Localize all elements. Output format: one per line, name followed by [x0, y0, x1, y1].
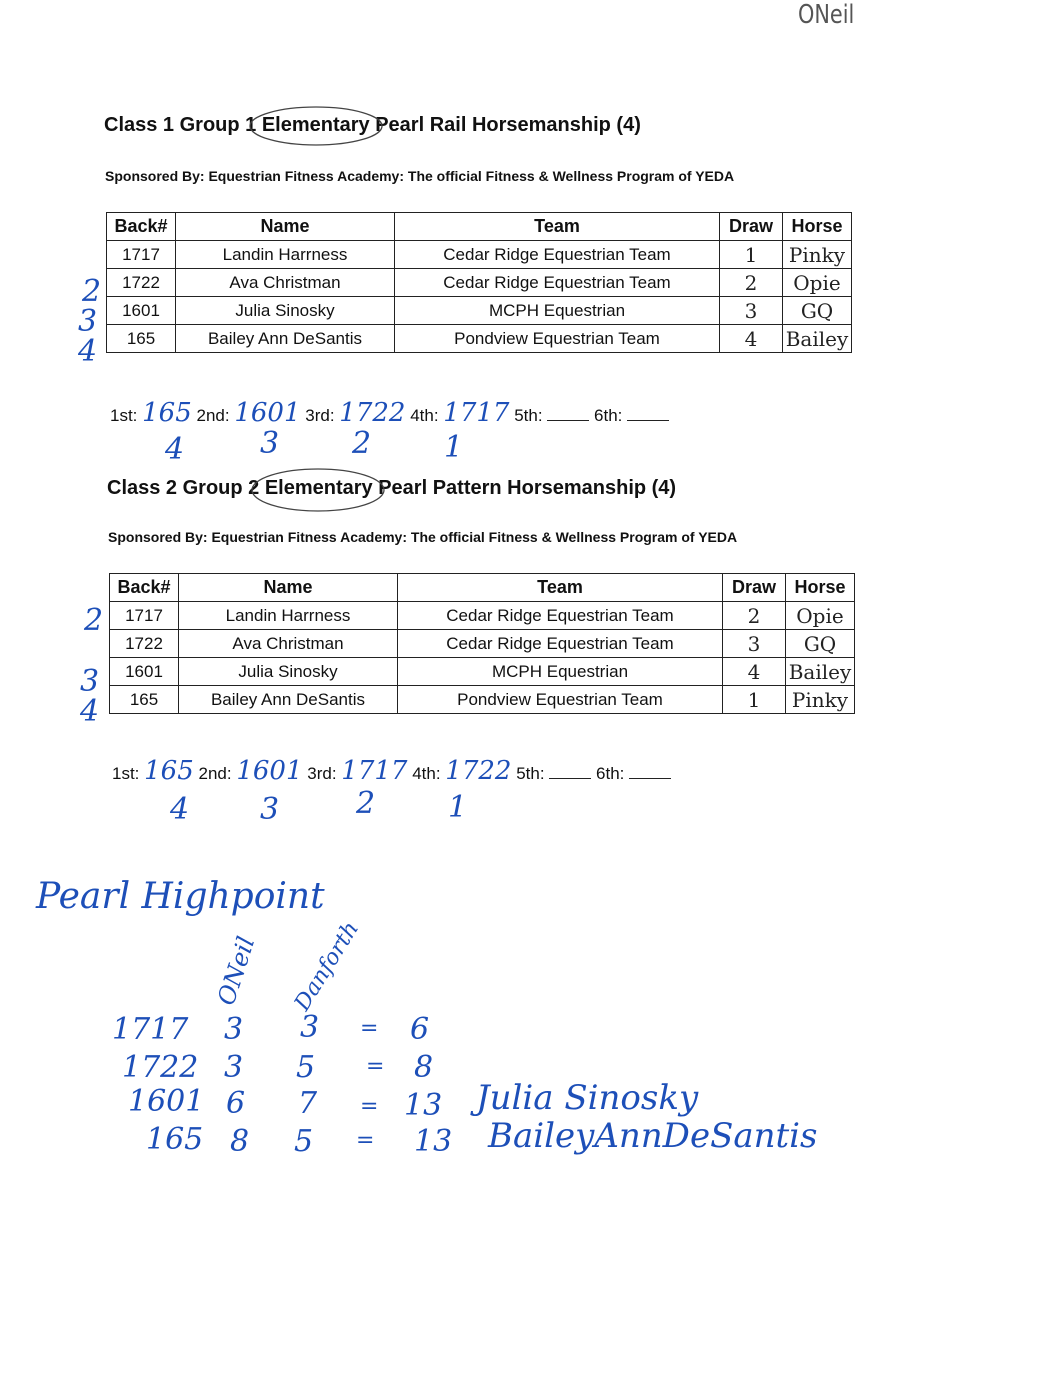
- placing-label: 2nd:: [198, 764, 232, 783]
- margin-mark: 3: [78, 304, 98, 339]
- table-row: [110, 602, 855, 630]
- placing-label: 6th:: [596, 764, 625, 783]
- margin-mark: 4: [80, 694, 100, 729]
- rider-name: Bailey Ann DeSantis: [179, 686, 398, 714]
- col-header-horse: Horse: [783, 213, 852, 241]
- highpoint-score: 8: [230, 1124, 250, 1159]
- back-number: 1722: [110, 630, 179, 658]
- rider-name: Julia Sinosky: [179, 658, 398, 686]
- back-number: 1717: [107, 241, 176, 269]
- table-header-row: [110, 574, 855, 602]
- table-row: [107, 241, 852, 269]
- draw-number: 2: [723, 602, 786, 630]
- horse-name: Opie: [786, 602, 855, 630]
- margin-mark: 2: [84, 603, 104, 638]
- col-header-horse: Horse: [786, 574, 855, 602]
- col-header-draw: Draw: [723, 574, 786, 602]
- placing-value: 165: [142, 398, 192, 428]
- circle-mark-class2: [248, 465, 388, 515]
- back-number: 165: [107, 325, 176, 353]
- blank-line: [547, 403, 589, 421]
- placing-value: 1722: [339, 398, 406, 428]
- back-number: 1601: [107, 297, 176, 325]
- table-row: [107, 325, 852, 353]
- highpoint-back: 1601: [128, 1084, 205, 1119]
- points-mark: 1: [448, 790, 468, 825]
- table-header-row: [107, 213, 852, 241]
- highpoint-score: 5: [294, 1124, 314, 1159]
- highpoint-total: 13: [414, 1124, 453, 1159]
- highpoint-total: 8: [414, 1050, 434, 1085]
- highpoint-winner-name: Julia Sinosky: [476, 1078, 699, 1118]
- team-name: MCPH Equestrian: [395, 297, 720, 325]
- highpoint-total: 13: [404, 1088, 443, 1123]
- team-name: Pondview Equestrian Team: [395, 325, 720, 353]
- placing-label: 4th:: [412, 764, 441, 783]
- points-mark: 4: [165, 432, 185, 467]
- col-header-back: Back#: [110, 574, 179, 602]
- horse-name: Opie: [783, 269, 852, 297]
- class1-sponsor: Sponsored By: Equestrian Fitness Academy: The official Fitness & Wellness Program of YEDA: [105, 168, 735, 184]
- highpoint-score: 3: [224, 1012, 244, 1047]
- placing-label: 2nd:: [196, 406, 230, 425]
- horse-name: GQ: [786, 630, 855, 658]
- equals-sign: =: [360, 1094, 379, 1119]
- highpoint-score: 7: [298, 1086, 318, 1121]
- placing-label: 5th:: [516, 764, 545, 783]
- blank-line: [627, 403, 669, 421]
- margin-mark: 4: [78, 334, 98, 369]
- highpoint-back: 1722: [122, 1050, 199, 1085]
- margin-mark: 2: [82, 274, 102, 309]
- highpoint-total: 6: [410, 1012, 430, 1047]
- class2-title: Class 2 Group 2 Elementary Pearl Pattern Horsemanship (4): [107, 477, 677, 499]
- judge-column-label: Danforth: [290, 917, 365, 1016]
- rider-name: Ava Christman: [176, 269, 395, 297]
- placing-value: 1722: [445, 756, 512, 786]
- table-row: [110, 686, 855, 714]
- table-row: [107, 269, 852, 297]
- equals-sign: =: [360, 1016, 379, 1041]
- class1-title: Class 1 Group 1 Elementary Pearl Rail Horsemanship (4): [104, 114, 641, 136]
- highpoint-score: 3: [224, 1050, 244, 1085]
- judge-column-label: ONeil: [212, 933, 261, 1009]
- back-number: 165: [110, 686, 179, 714]
- draw-number: 3: [720, 297, 783, 325]
- horse-name: GQ: [783, 297, 852, 325]
- equals-sign: =: [366, 1054, 385, 1079]
- table-row: [107, 297, 852, 325]
- equals-sign: =: [356, 1128, 375, 1153]
- points-mark: 2: [356, 786, 376, 821]
- class1-placings: [110, 398, 669, 428]
- table-row: [110, 658, 855, 686]
- back-number: 1601: [110, 658, 179, 686]
- circle-mark-class1: [246, 103, 386, 149]
- team-name: MCPH Equestrian: [398, 658, 723, 686]
- highpoint-title: Pearl Highpoint: [36, 876, 325, 917]
- horse-name: Pinky: [786, 686, 855, 714]
- horse-name: Bailey: [786, 658, 855, 686]
- corner-note: ONeil: [798, 0, 855, 30]
- blank-line: [549, 761, 591, 779]
- placing-label: 3rd:: [307, 764, 337, 783]
- points-mark: 3: [260, 426, 280, 461]
- team-name: Cedar Ridge Equestrian Team: [398, 602, 723, 630]
- highpoint-score: 3: [300, 1010, 320, 1045]
- draw-number: 2: [720, 269, 783, 297]
- highpoint-back: 1717: [112, 1012, 189, 1047]
- rider-name: Bailey Ann DeSantis: [176, 325, 395, 353]
- class2-entries-table: [109, 573, 855, 714]
- horse-name: Pinky: [783, 241, 852, 269]
- placing-value: 165: [144, 756, 194, 786]
- highpoint-score: 6: [226, 1086, 246, 1121]
- horse-name: Bailey: [783, 325, 852, 353]
- class2-sponsor: Sponsored By: Equestrian Fitness Academy: The official Fitness & Wellness Program of YEDA: [108, 529, 738, 545]
- draw-number: 4: [723, 658, 786, 686]
- back-number: 1717: [110, 602, 179, 630]
- placing-label: 1st:: [110, 406, 138, 425]
- col-header-draw: Draw: [720, 213, 783, 241]
- placing-label: 3rd:: [305, 406, 335, 425]
- rider-name: Landin Harrness: [179, 602, 398, 630]
- col-header-team: Team: [398, 574, 723, 602]
- placing-label: 4th:: [410, 406, 439, 425]
- col-header-name: Name: [176, 213, 395, 241]
- col-header-back: Back#: [107, 213, 176, 241]
- draw-number: 1: [720, 241, 783, 269]
- col-header-team: Team: [395, 213, 720, 241]
- team-name: Pondview Equestrian Team: [398, 686, 723, 714]
- points-mark: 4: [170, 792, 190, 827]
- highpoint-score: 5: [296, 1050, 316, 1085]
- table-row: [110, 630, 855, 658]
- class2-placings: [112, 756, 671, 786]
- highpoint-back: 165: [146, 1122, 204, 1157]
- placing-value: 1601: [236, 756, 303, 786]
- highpoint-winner-name: BaileyAnnDeSantis: [488, 1116, 818, 1156]
- placing-label: 1st:: [112, 764, 140, 783]
- rider-name: Ava Christman: [179, 630, 398, 658]
- points-mark: 3: [260, 792, 280, 827]
- placing-value: 1717: [341, 756, 408, 786]
- team-name: Cedar Ridge Equestrian Team: [395, 269, 720, 297]
- class1-entries-table: [106, 212, 852, 353]
- team-name: Cedar Ridge Equestrian Team: [395, 241, 720, 269]
- draw-number: 3: [723, 630, 786, 658]
- placing-value: 1601: [234, 398, 301, 428]
- rider-name: Landin Harrness: [176, 241, 395, 269]
- points-mark: 2: [352, 426, 372, 461]
- placing-label: 6th:: [594, 406, 623, 425]
- blank-line: [629, 761, 671, 779]
- placing-label: 5th:: [514, 406, 543, 425]
- margin-mark: 3: [80, 664, 100, 699]
- col-header-name: Name: [179, 574, 398, 602]
- placing-value: 1717: [443, 398, 510, 428]
- points-mark: 1: [444, 430, 464, 465]
- draw-number: 1: [723, 686, 786, 714]
- back-number: 1722: [107, 269, 176, 297]
- team-name: Cedar Ridge Equestrian Team: [398, 630, 723, 658]
- draw-number: 4: [720, 325, 783, 353]
- rider-name: Julia Sinosky: [176, 297, 395, 325]
